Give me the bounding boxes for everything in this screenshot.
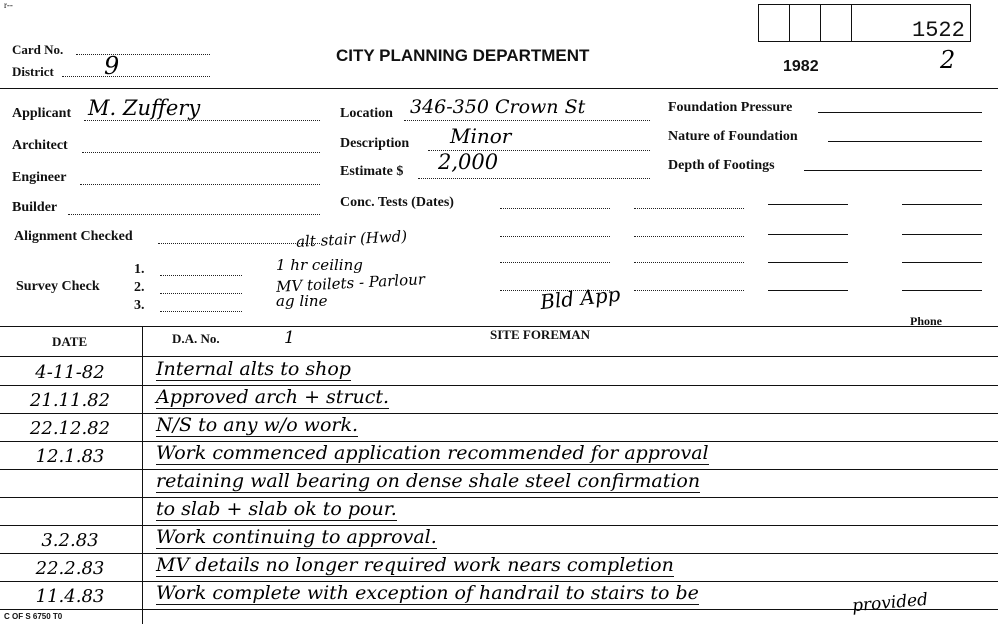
row-date: 11.4.83 xyxy=(35,586,105,607)
engineer-label: Engineer xyxy=(12,170,67,185)
conc-tests-label: Conc. Tests (Dates) xyxy=(340,195,454,210)
conc-line xyxy=(634,236,744,237)
row-entry-continuation: provided xyxy=(851,589,929,617)
date-column-divider xyxy=(142,326,143,624)
builder-label: Builder xyxy=(12,200,58,215)
card-number-sub: 2 xyxy=(940,46,956,74)
row-entry: Approved arch + struct. xyxy=(156,386,390,408)
location-line xyxy=(404,120,650,121)
conc-line xyxy=(500,208,610,209)
alignment-label: Alignment Checked xyxy=(14,229,133,244)
approval-stamp: Bld App xyxy=(538,281,622,315)
applicant-value: M. Zuffery xyxy=(88,96,201,120)
number-box xyxy=(820,4,852,42)
foundation-pressure-line xyxy=(818,112,982,113)
da-value: 1 xyxy=(284,328,295,348)
date-header: DATE xyxy=(52,334,88,349)
conc-line xyxy=(634,208,744,209)
row-entry: Work commenced application recommended for approval xyxy=(156,442,709,464)
row-entry: MV details no longer required work nears completion xyxy=(156,554,674,576)
row-rule xyxy=(0,385,998,386)
survey-num-3: 3. xyxy=(134,298,145,313)
row-date: 3.2.83 xyxy=(41,530,99,551)
note-line-3: MV toilets - Parlour xyxy=(275,270,426,296)
architect-line xyxy=(82,152,320,153)
row-rule xyxy=(0,497,998,498)
description-value: Minor xyxy=(450,124,512,148)
location-label: Location xyxy=(340,106,393,121)
header-divider xyxy=(0,88,998,89)
row-entry: Work complete with exception of handrail to stairs to be xyxy=(156,582,699,604)
survey-line-3 xyxy=(160,311,242,312)
card-number: 1522 xyxy=(912,18,965,43)
number-box xyxy=(789,4,821,42)
row-date: 22.2.83 xyxy=(35,558,105,579)
depth-footings-label: Depth of Footings xyxy=(668,158,775,173)
survey-label: Survey Check xyxy=(16,279,100,294)
conc-line xyxy=(634,290,744,291)
survey-line-2 xyxy=(160,293,242,294)
note-line-4: ag line xyxy=(276,292,328,310)
form-code: C OF S 6750 T0 xyxy=(4,612,63,621)
conc-line xyxy=(768,290,848,291)
depth-footings-line xyxy=(804,170,982,171)
header-row-rule xyxy=(0,356,998,357)
note-line-1: alt stair (Hwd) xyxy=(295,227,408,251)
conc-line xyxy=(500,236,610,237)
engineer-line xyxy=(80,184,320,185)
row-date: 21.11.82 xyxy=(29,390,111,411)
district-value: 9 xyxy=(104,52,120,80)
survey-num-1: 1. xyxy=(134,262,145,277)
row-date: 12.1.83 xyxy=(35,446,105,467)
district-label: District xyxy=(12,64,54,79)
estimate-label: Estimate $ xyxy=(340,164,404,179)
nature-foundation-label: Nature of Foundation xyxy=(668,129,798,144)
architect-label: Architect xyxy=(12,138,68,153)
conc-line xyxy=(902,204,982,205)
phone-label: Phone xyxy=(910,314,943,328)
conc-line xyxy=(768,234,848,235)
description-label: Description xyxy=(340,136,410,151)
card-no-label: Card No. xyxy=(12,42,64,57)
card-no-line xyxy=(76,54,210,55)
applicant-label: Applicant xyxy=(12,106,72,121)
nature-foundation-line xyxy=(828,141,982,142)
page-title: CITY PLANNING DEPARTMENT xyxy=(336,46,590,65)
conc-line xyxy=(500,262,610,263)
row-rule xyxy=(0,609,998,610)
row-rule xyxy=(0,413,998,414)
corner-mark: r-- xyxy=(4,0,13,10)
estimate-line xyxy=(418,178,650,179)
row-date: 22.12.82 xyxy=(29,418,111,439)
conc-line xyxy=(768,204,848,205)
da-label: D.A. No. xyxy=(172,331,220,346)
survey-line-1 xyxy=(160,275,242,276)
estimate-value: 2,000 xyxy=(438,150,499,174)
conc-line xyxy=(902,262,982,263)
row-date: 4-11-82 xyxy=(35,362,105,383)
conc-line xyxy=(902,290,982,291)
site-foreman-header: SITE FOREMAN xyxy=(490,327,591,342)
location-value: 346-350 Crown St xyxy=(410,96,586,118)
note-line-2: 1 hr ceiling xyxy=(276,256,363,274)
number-box xyxy=(758,4,790,42)
row-rule xyxy=(0,525,998,526)
row-entry: retaining wall bearing on dense shale steel confirmation xyxy=(156,470,701,492)
applicant-line xyxy=(84,120,320,121)
conc-line xyxy=(634,262,744,263)
row-entry: N/S to any w/o work. xyxy=(156,414,359,436)
row-entry: Work continuing to approval. xyxy=(156,526,437,548)
row-entry: Internal alts to shop xyxy=(156,358,351,380)
district-line xyxy=(62,76,210,77)
foundation-pressure-label: Foundation Pressure xyxy=(668,100,793,115)
year: 1982 xyxy=(783,58,819,75)
row-entry: to slab + slab ok to pour. xyxy=(156,498,397,520)
survey-num-2: 2. xyxy=(134,280,145,295)
conc-line xyxy=(902,234,982,235)
conc-line xyxy=(768,262,848,263)
builder-line xyxy=(68,214,320,215)
